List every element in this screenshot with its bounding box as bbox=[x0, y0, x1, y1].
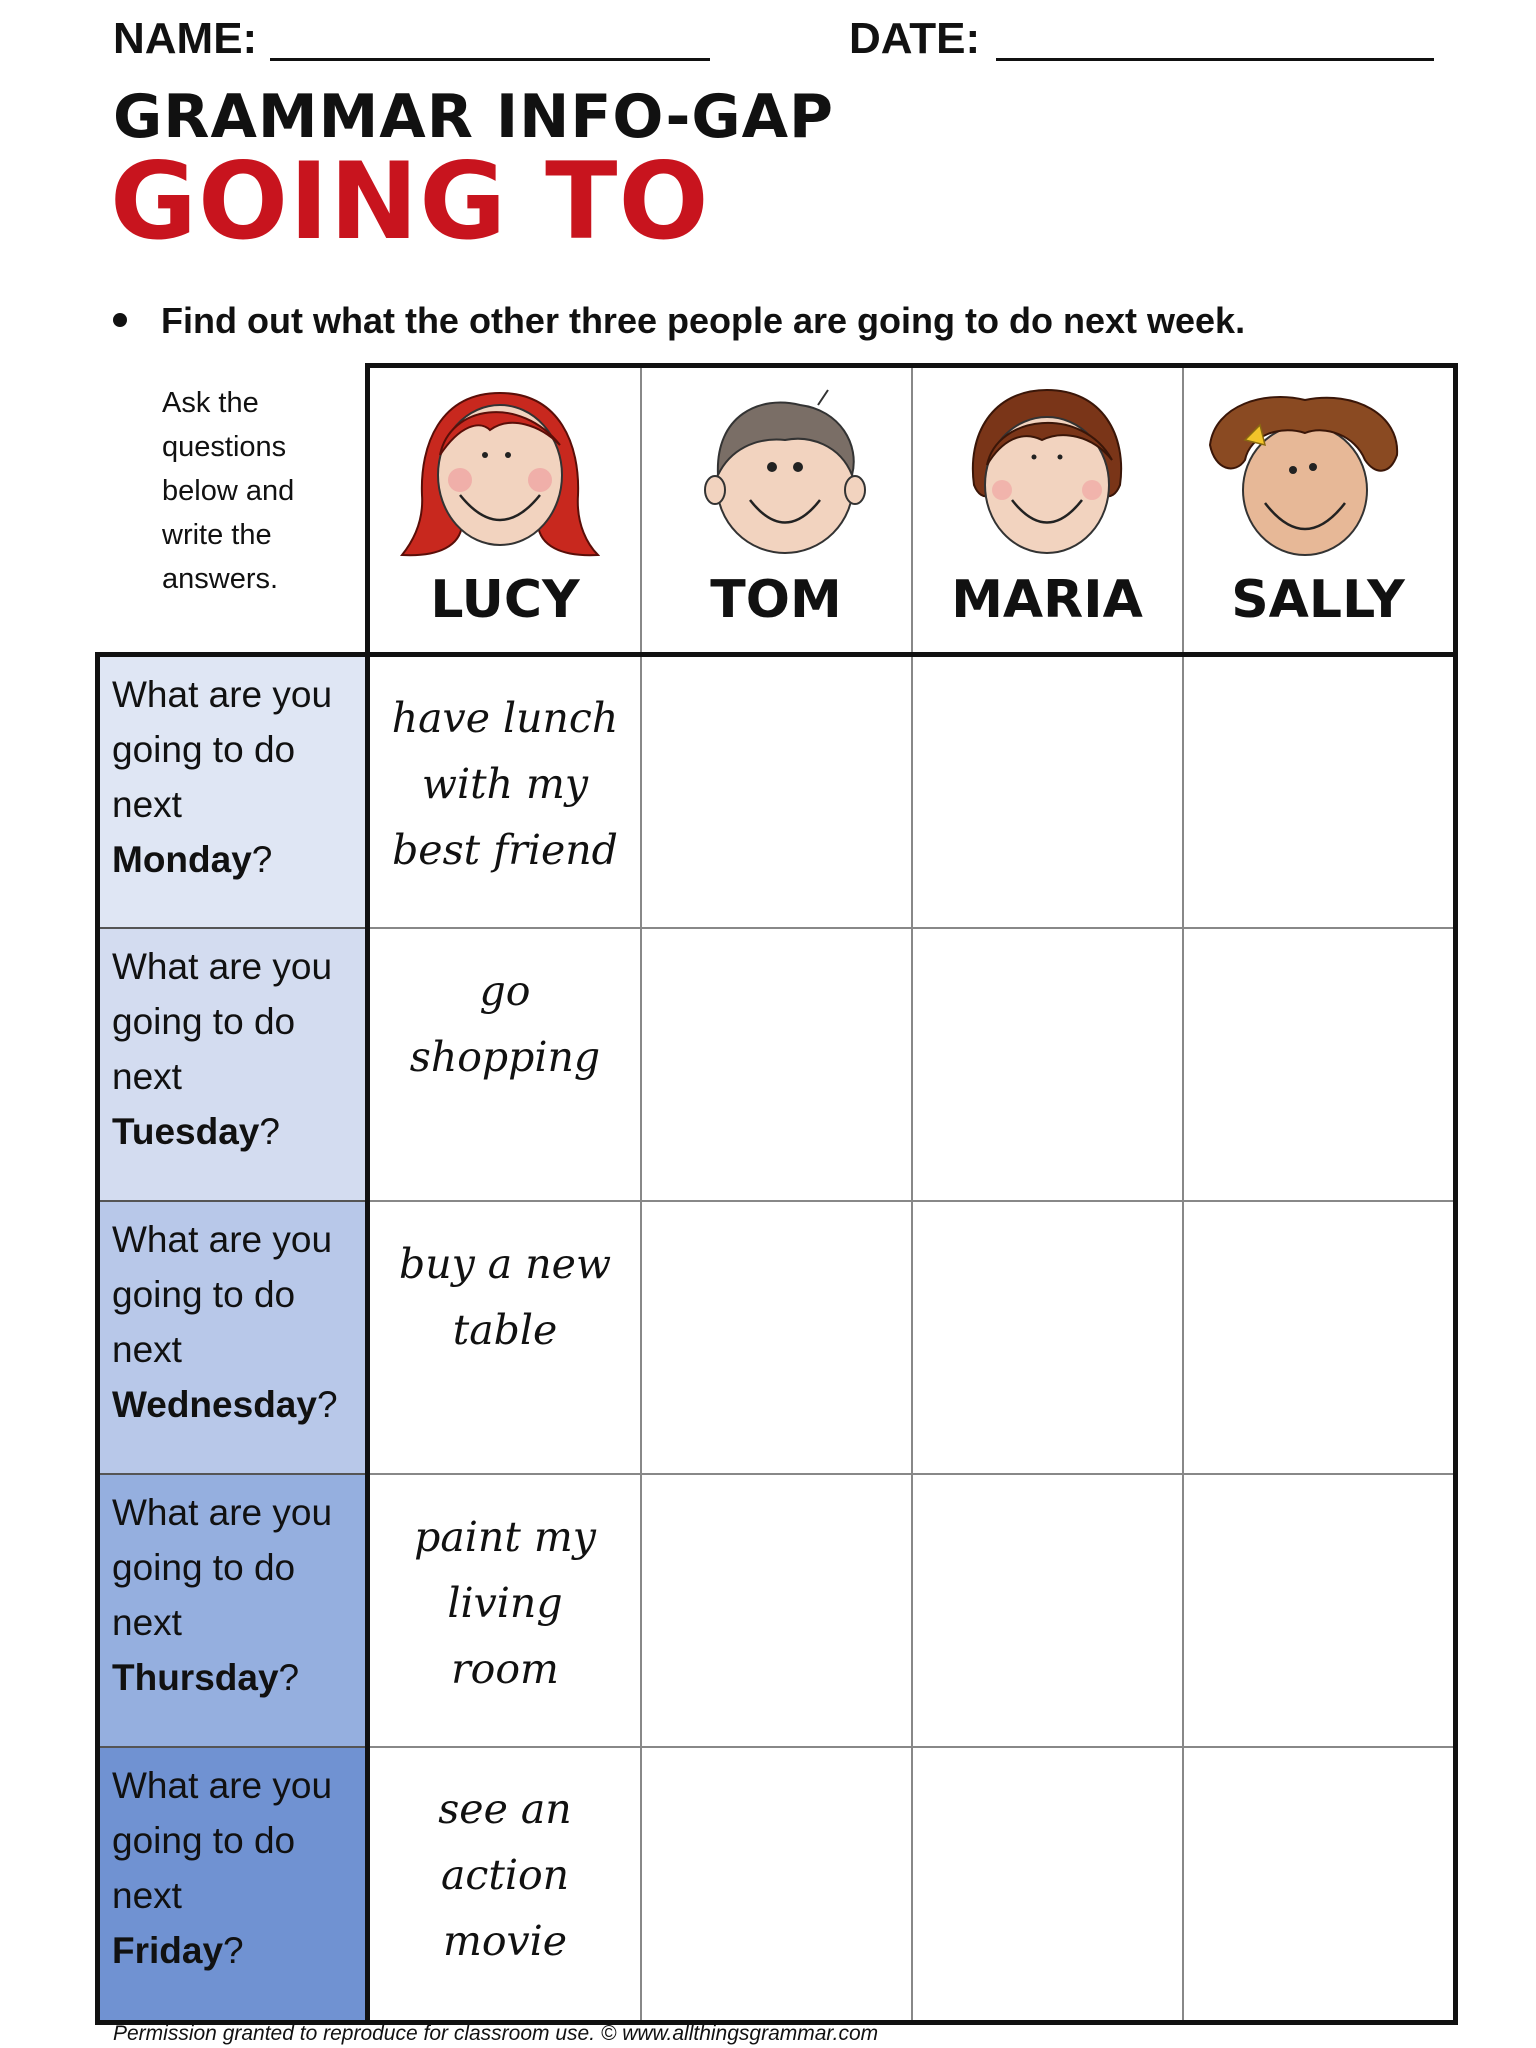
answer-column-tom[interactable] bbox=[642, 657, 910, 2020]
question-line: next bbox=[112, 1875, 182, 1916]
question-day-line bbox=[112, 832, 365, 887]
answer-line: table bbox=[452, 1306, 558, 1354]
table-instructions-line: questions bbox=[162, 431, 287, 463]
answer-line: room bbox=[451, 1645, 559, 1693]
grid-vertical-line bbox=[1182, 368, 1184, 2020]
table-instructions bbox=[162, 381, 362, 601]
person-name-maria: MARIA bbox=[951, 570, 1143, 630]
grid-horizontal-line bbox=[370, 1746, 1453, 1748]
answer-line: living bbox=[447, 1579, 563, 1627]
question-divider bbox=[100, 1200, 365, 1202]
question-mark: ? bbox=[259, 1111, 280, 1152]
answer-line: best friend bbox=[392, 826, 618, 874]
table-instructions-line: write the bbox=[162, 519, 272, 551]
sally-face-icon bbox=[1205, 385, 1405, 560]
answer-column-sally[interactable] bbox=[1184, 657, 1452, 2020]
question-line: next bbox=[112, 784, 182, 825]
instruction-text: Find out what the other three people are going to do next week. bbox=[161, 300, 1246, 341]
question-line: What are you bbox=[112, 1219, 333, 1260]
table-border-top bbox=[365, 363, 1458, 368]
question-mark: ? bbox=[278, 1657, 300, 1698]
answer-cell-lucy-wednesday bbox=[370, 1231, 640, 1363]
question-line: going to do bbox=[112, 1820, 296, 1861]
maria-face-icon bbox=[962, 385, 1132, 560]
question-line: next bbox=[112, 1056, 182, 1097]
table-border-header-left bbox=[365, 363, 370, 657]
lucy-face-icon bbox=[400, 385, 600, 560]
question-cell-monday bbox=[100, 657, 365, 927]
name-blank-line[interactable] bbox=[270, 58, 710, 61]
question-mark: ? bbox=[223, 1930, 244, 1971]
question-line: going to do bbox=[112, 729, 296, 770]
question-day-line bbox=[112, 1377, 365, 1432]
answer-line: movie bbox=[442, 1917, 568, 1965]
question-line: What are you bbox=[112, 674, 333, 715]
grid-vertical-line bbox=[911, 368, 913, 2020]
question-mark: ? bbox=[316, 1384, 338, 1425]
date-label: DATE: bbox=[849, 14, 981, 63]
question-cell-wednesday bbox=[100, 1202, 365, 1473]
question-day: Friday bbox=[112, 1930, 224, 1971]
answer-line: have lunch bbox=[391, 694, 619, 742]
grid-vertical-line bbox=[640, 368, 642, 2020]
answer-line: shopping bbox=[409, 1033, 601, 1081]
answer-line: paint my bbox=[414, 1513, 596, 1561]
question-day: Monday bbox=[112, 839, 252, 880]
question-day: Thursday bbox=[112, 1657, 279, 1698]
question-line: next bbox=[112, 1602, 182, 1643]
question-line: What are you bbox=[112, 1492, 333, 1533]
person-name-sally: SALLY bbox=[1231, 570, 1405, 630]
table-border-left bbox=[95, 652, 100, 2025]
table-instructions-line: below and bbox=[162, 475, 295, 507]
worksheet-title: GOING TO bbox=[110, 140, 710, 263]
question-day: Tuesday bbox=[112, 1111, 260, 1152]
table-border-right bbox=[1453, 363, 1458, 2025]
question-cell-tuesday bbox=[100, 929, 365, 1200]
table-header-separator bbox=[95, 652, 1458, 657]
answer-cell-lucy-monday bbox=[370, 685, 640, 883]
answer-line: action bbox=[440, 1851, 570, 1899]
answer-cell-lucy-friday bbox=[370, 1776, 640, 1974]
question-column-border bbox=[365, 652, 370, 2025]
table-instructions-line: Ask the bbox=[162, 387, 259, 419]
answer-cell-lucy-thursday bbox=[370, 1504, 640, 1702]
question-day-line bbox=[112, 1104, 365, 1159]
question-divider bbox=[100, 1746, 365, 1748]
question-day-line bbox=[112, 1923, 365, 1978]
question-line: next bbox=[112, 1329, 182, 1370]
answer-line: see an bbox=[438, 1785, 572, 1833]
grid-horizontal-line bbox=[370, 927, 1453, 929]
question-mark: ? bbox=[251, 839, 273, 880]
question-cell-thursday bbox=[100, 1475, 365, 1746]
answer-cell-lucy-tuesday bbox=[370, 958, 640, 1090]
answer-line: go bbox=[479, 967, 531, 1015]
bullet-dot-icon bbox=[113, 313, 127, 327]
person-name-lucy: LUCY bbox=[430, 570, 580, 630]
question-divider bbox=[100, 1473, 365, 1475]
worksheet-subtitle: GRAMMAR INFO-GAP bbox=[113, 82, 835, 152]
answer-line: buy a new bbox=[398, 1240, 612, 1288]
answer-line: with my bbox=[421, 760, 589, 808]
question-line: What are you bbox=[112, 1765, 333, 1806]
question-line: going to do bbox=[112, 1274, 296, 1315]
grid-horizontal-line bbox=[370, 1473, 1453, 1475]
table-instructions-line: answers. bbox=[162, 563, 279, 595]
question-divider bbox=[100, 927, 365, 929]
question-line: going to do bbox=[112, 1001, 296, 1042]
tom-face-icon bbox=[700, 385, 870, 560]
date-blank-line[interactable] bbox=[996, 58, 1434, 61]
answer-column-maria[interactable] bbox=[913, 657, 1181, 2020]
name-label: NAME: bbox=[113, 14, 258, 63]
question-day: Wednesday bbox=[112, 1384, 317, 1425]
person-name-tom: TOM bbox=[710, 570, 842, 630]
question-cell-friday bbox=[100, 1748, 365, 2020]
question-day-line bbox=[112, 1650, 365, 1705]
instruction-bullet bbox=[113, 300, 1245, 342]
question-line: What are you bbox=[112, 946, 333, 987]
question-line: going to do bbox=[112, 1547, 296, 1588]
copyright-footer: Permission granted to reproduce for classroom use. © www.allthingsgrammar.com bbox=[113, 2022, 879, 2045]
grid-horizontal-line bbox=[370, 1200, 1453, 1202]
